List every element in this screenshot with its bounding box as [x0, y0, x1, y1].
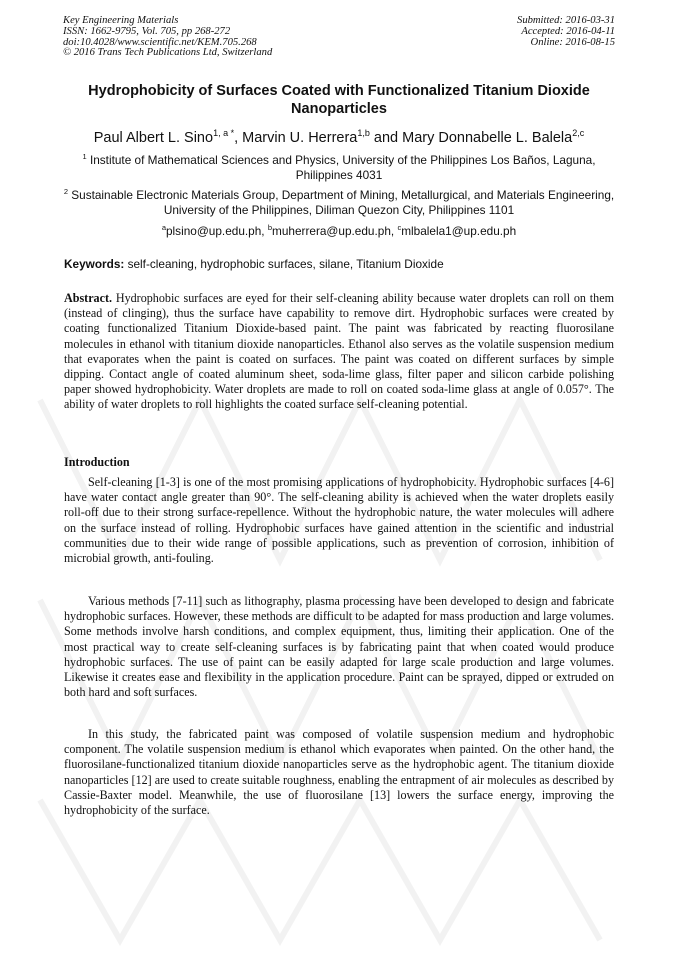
- affiliation-text: Sustainable Electronic Materials Group, Department of Mining, Metallurgical, and Materials Engineering, University of the Philippines, Diliman Quezon City, Philippines 1101: [71, 187, 615, 218]
- copyright-line: © 2016 Trans Tech Publications Ltd, Switzerland: [63, 47, 273, 59]
- affiliation-1: [60, 149, 618, 184]
- keywords: [64, 257, 624, 272]
- submitted-date: Submitted: 2016-03-31: [517, 15, 615, 26]
- issn-line: ISSN: 1662-9795, Vol. 705, pp 268-272: [63, 25, 231, 37]
- author-superscript: 1,b: [357, 128, 370, 138]
- email-link[interactable]: mlbalela1@up.edu.ph: [401, 223, 517, 238]
- affiliation-text: Institute of Mathematical Sciences and Physics, University of the Philippines Los Baños, Laguna, Philippines 4031: [89, 152, 596, 183]
- abstract-text: Hydrophobic surfaces are eyed for their self-cleaning ability because water droplets can roll on them (instead of clinging), thus the surface have capability to remove dirt. Hydrophobic surfaces were created by coating functionalized Titanium Dioxide-based paint. The paint was fabricated by reacting fluorosilane molecules in ethanol with titanium dioxide nanoparticles. Ethanol also serves as the volatile suspension medium that evaporates when the paint is coated on surfaces. The paint was coated on different surfaces by simple dipping. Contact angle of coated aluminum sheet, soda-lime glass, filter paper and silicon carbide polishing paper showed hydrophobicity. Water droplets are made to roll on coated soda-lime glass at angle of 0.057°. The ability of water droplets to roll highlights the coated surface self-cleaning potential.: [64, 291, 614, 412]
- author-superscript: 2,c: [572, 128, 585, 138]
- section-heading: Introduction: [64, 455, 130, 469]
- author-name: Mary Donnabelle L. Balela: [402, 129, 573, 146]
- paper-title: Hydrophobicity of Surfaces Coated with Functionalized Titanium Dioxide Nanoparticles: [88, 83, 590, 117]
- doi-line: doi:10.4028/www.scientific.net/KEM.705.268: [63, 36, 257, 48]
- author-conjunction: and: [373, 129, 399, 146]
- author-superscript: 1, a *: [213, 128, 235, 138]
- journal-name: Key Engineering Materials: [63, 15, 179, 26]
- affiliation-number: 2: [63, 187, 68, 196]
- online-date: Online: 2016-08-15: [530, 36, 615, 48]
- email-link[interactable]: muherrera@up.edu.ph,: [272, 223, 395, 238]
- author-name: Marvin U. Herrera: [242, 129, 358, 146]
- dates-info: [517, 16, 615, 48]
- accepted-date: Accepted: 2016-04-11: [521, 25, 615, 37]
- email-link[interactable]: plsino@up.edu.ph,: [166, 223, 265, 238]
- keywords-text: self-cleaning, hydrophobic surfaces, silane, Titanium Dioxide: [127, 257, 444, 271]
- affiliation-number: 1: [82, 152, 87, 161]
- paragraph: Various methods [7-11] such as lithography, plasma processing have been developed to design and fabricate hydrophobic surfaces. However, these methods are difficult to be adapted for mass production and large volumes. Some methods involve harsh conditions, and complex equipment, thus, limiting their application. One of the most practical way to create self-cleaning surfaces is by fabricating paint that when coated would produce hydrophobic surfaces. The use of paint can be easily adapted for large scale production and large volumes. Likewise it creates ease and flexibility in the application procedure. Paint can be sprayed, dipped or extruded on both hard and soft surfaces.: [64, 594, 614, 700]
- abstract-label: Abstract.: [64, 291, 113, 305]
- email-marker: c: [397, 223, 402, 232]
- keywords-label: Keywords:: [64, 257, 125, 271]
- email-marker: a: [161, 223, 166, 232]
- author-emails: [60, 220, 618, 239]
- abstract: [64, 291, 614, 413]
- paragraph: Self-cleaning [1-3] is one of the most promising applications of hydrophobicity. Hydrophobic surfaces [4-6] have water contact angle greater than 90°. The self-cleaning ability is achieved when the water droplets easily roll-off due to their strong surface-repellence. Without the hydrophobic nature, the water molecules will adhere on the surface instead of rolling. Hydrophobic surfaces have gained attention in the scientific and industrial communities due to their wide range of possible applications, such as prevention of corrosion, inhibition of microbial growth, anti-fouling.: [64, 475, 614, 566]
- author-name: Paul Albert L. Sino: [93, 129, 214, 146]
- paragraph: In this study, the fabricated paint was composed of volatile suspension medium and hydrophobic component. The volatile suspension medium is ethanol which evaporates when painted. On the other hand, the fluorosilane-functionalized titanium dioxide nanoparticles serve as the hydrophobic agent. The titanium dioxide nanoparticles [12] are used to create suitable roughness, enabling the entrapment of air molecules as described by Cassie-Baxter model. Meanwhile, the use of fluorosilane [13] lowers the surface energy, improving the hydrophobicity of the surface.: [64, 727, 614, 818]
- journal-info: [63, 16, 272, 59]
- affiliation-2: [60, 184, 618, 219]
- email-marker: b: [267, 223, 273, 232]
- author-list: Paul Albert L. Sino$^{1, a *}$, Marvin U. Herrera$^{1,b}$ and Mary Donnabelle L. Balela$^{2,c}$: [93, 128, 585, 146]
